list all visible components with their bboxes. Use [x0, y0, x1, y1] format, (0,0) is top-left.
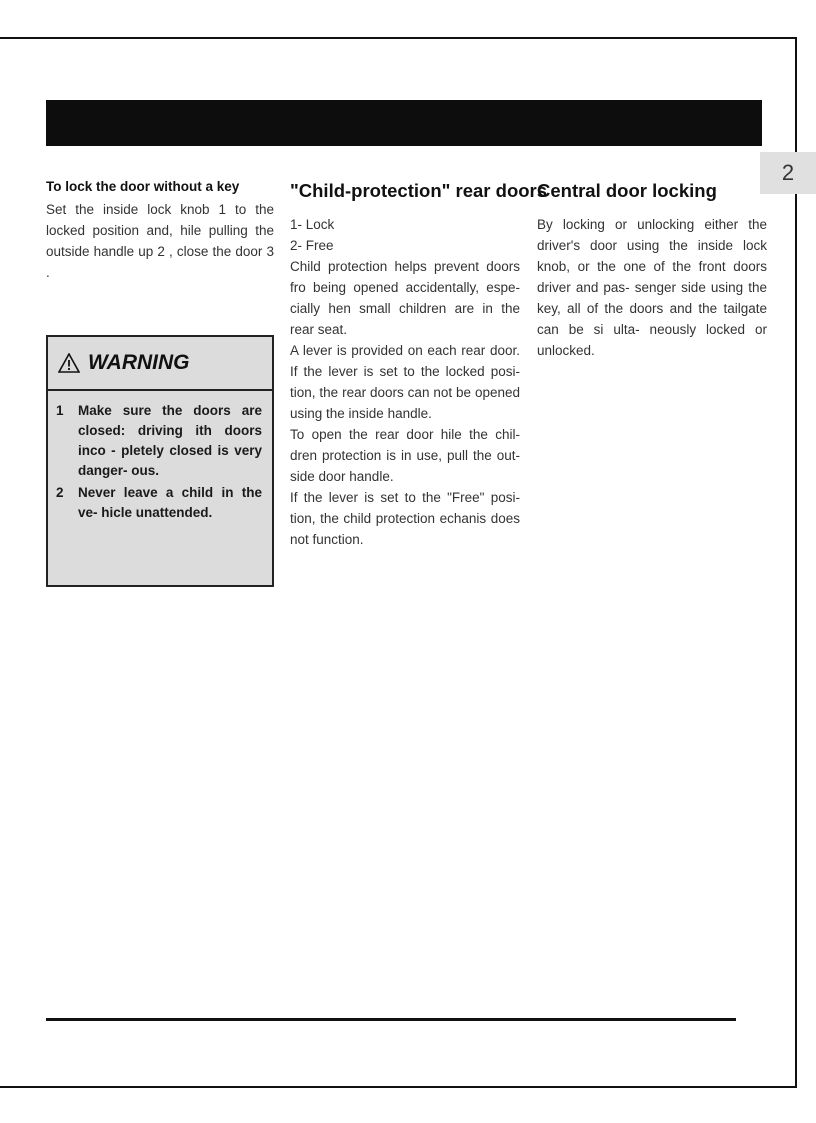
- central-locking-text: By locking or unlocking either the driver's door using the inside lock knob, or the one of the front doors driver and pas- senger side using the key, all of the doors and the tailgate can be si ulta- neously locked or unlocked.: [537, 217, 767, 358]
- warning-item-number: 1: [56, 403, 64, 418]
- central-locking-heading: Central door locking: [537, 180, 717, 201]
- warning-item-text: Make sure the doors are closed: driving ith doors inco - pletely closed is very danger- ous.: [78, 403, 262, 478]
- warning-header: [48, 337, 272, 391]
- column-lock-without-key: [46, 178, 274, 283]
- column-central-locking: [537, 178, 767, 361]
- warning-triangle-icon: [58, 353, 80, 373]
- footer-rule: [46, 1018, 736, 1021]
- warning-item: [56, 483, 262, 523]
- paragraph: Child protection helps prevent doors fro being opened accidentally, espe- cially hen small children are in the rear seat.: [290, 259, 520, 337]
- chapter-tab: 2: [760, 152, 816, 194]
- warning-item: [56, 401, 262, 481]
- paragraph: 2- Free: [290, 238, 334, 253]
- paragraph: If the lever is set to the "Free" posi- tion, the child protection echanis does not function.: [290, 490, 520, 547]
- warning-title: WARNING: [88, 351, 190, 374]
- child-protection-heading: "Child-protection" rear doors: [290, 180, 548, 201]
- header-bar: [46, 100, 762, 146]
- warning-item-number: 2: [56, 485, 64, 500]
- warning-item-text: Never leave a child in the ve- hicle unattended.: [78, 485, 262, 520]
- warning-box: [46, 335, 274, 587]
- paragraph: 1- Lock: [290, 217, 335, 232]
- child-protection-text: [290, 214, 520, 550]
- warning-list: [48, 391, 272, 523]
- lock-without-key-text: Set the inside lock knob 1 to the locked position and, hile pulling the outside handle up 2 , close the door 3 .: [46, 202, 274, 280]
- lock-without-key-heading: To lock the door without a key: [46, 179, 240, 194]
- paragraph: A lever is provided on each rear door. If the lever is set to the locked posi- tion, the rear doors can not be opened using the inside handle.: [290, 343, 520, 421]
- column-child-protection: [290, 178, 548, 550]
- paragraph: To open the rear door hile the chil- dren protection is in use, pull the out- side door handle.: [290, 427, 520, 484]
